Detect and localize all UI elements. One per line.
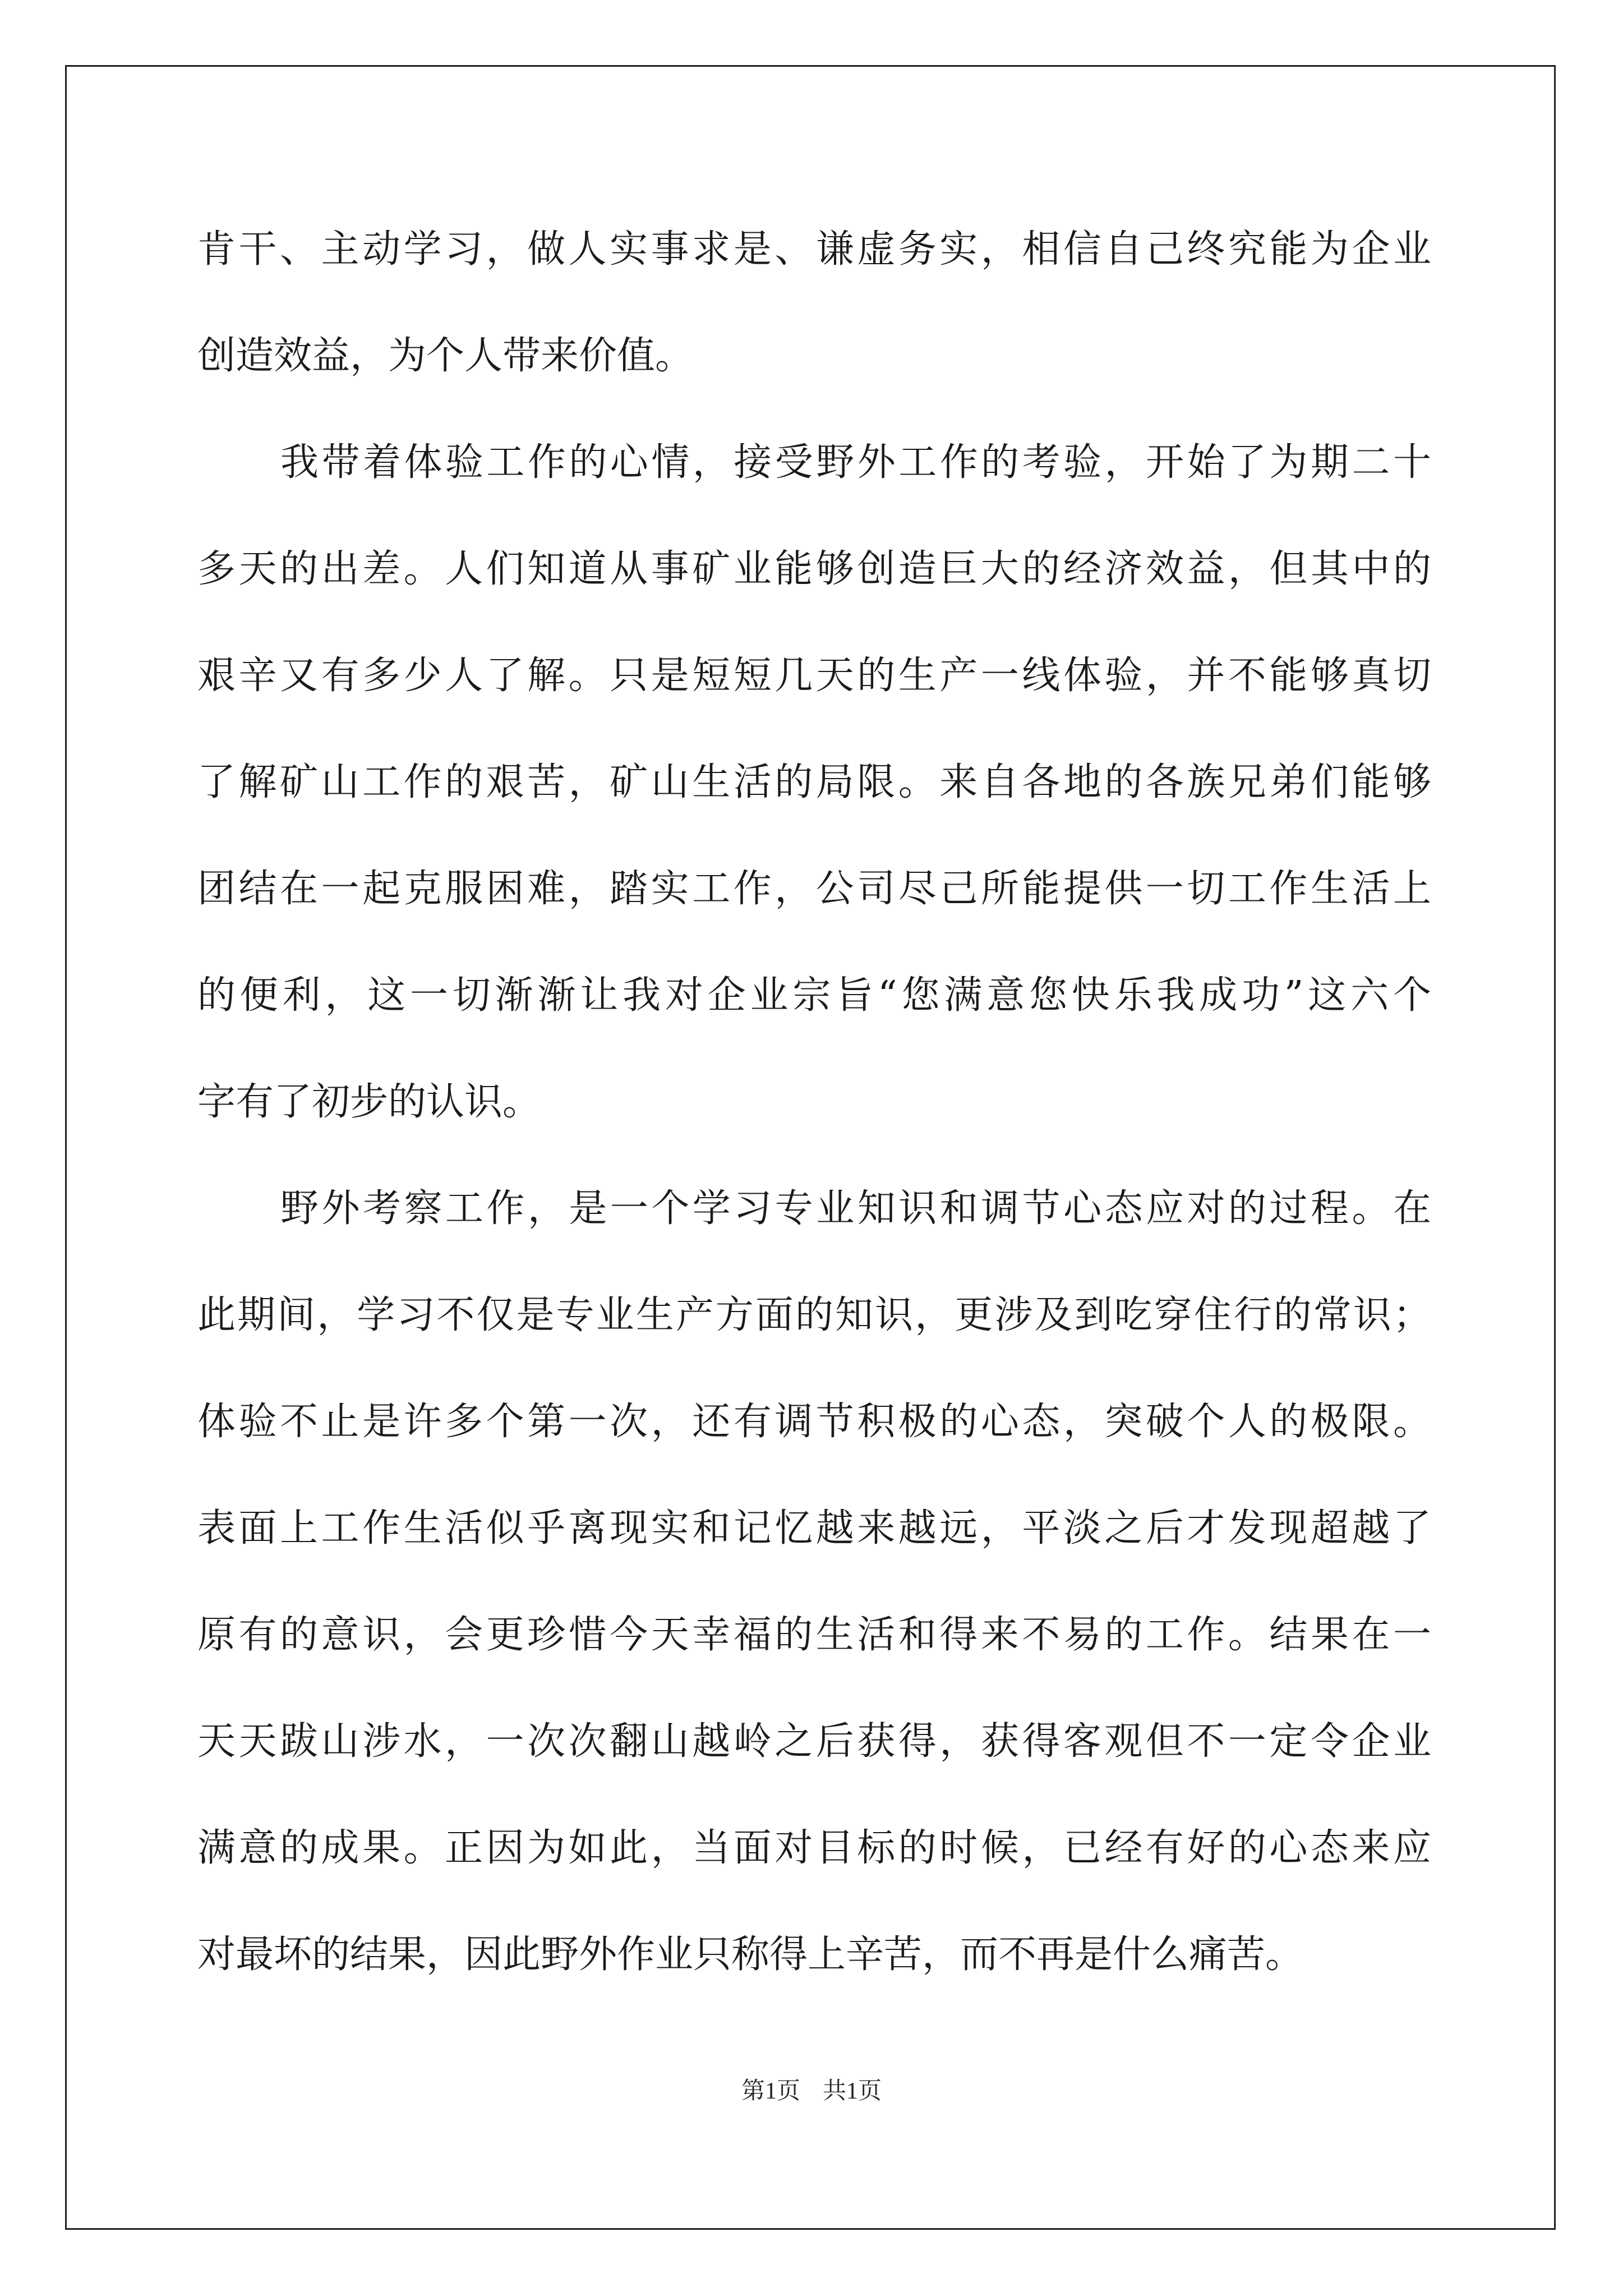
paragraph-line: 原有的意识，会更珍惜今天幸福的生活和得来不易的工作。结果在一 — [197, 1613, 1431, 1657]
paragraph-line: 的便利，这一切渐渐让我对企业宗旨“您满意您快乐我成功”这六个 — [197, 973, 1431, 1018]
page-number-current: 第1页 — [741, 2078, 800, 2104]
paragraph-line: 野外考察工作，是一个学习专业知识和调节心态应对的过程。在 — [280, 1186, 1431, 1231]
paragraph-line: 字有了初步的认识。 — [197, 1080, 541, 1124]
paragraph-line: 我带着体验工作的心情，接受野外工作的考验，开始了为期二十 — [280, 440, 1431, 485]
paragraph-line: 体验不止是许多个第一次，还有调节积极的心态，突破个人的极限。 — [197, 1400, 1431, 1444]
paragraph-line: 了解矿山工作的艰苦，矿山生活的局限。来自各地的各族兄弟们能够 — [197, 760, 1431, 804]
page-footer — [0, 2074, 1623, 2108]
paragraph-line: 表面上工作生活似乎离现实和记忆越来越远，平淡之后才发现超越了 — [197, 1506, 1431, 1550]
paragraph-line: 艰辛又有多少人了解。只是短短几天的生产一线体验，并不能够真切 — [197, 654, 1431, 698]
paragraph-line: 满意的成果。正因为如此，当面对目标的时候，已经有好的心态来应 — [197, 1826, 1431, 1870]
page-number-total: 共1页 — [823, 2078, 882, 2104]
paragraph-line: 天天跋山涉水，一次次翻山越岭之后获得，获得客观但不一定令企业 — [197, 1719, 1431, 1764]
paragraph-line: 肯干、主动学习，做人实事求是、谦虚务实，相信自己终究能为企业 — [197, 227, 1431, 272]
paragraph-line: 创造效益，为个人带来价值。 — [197, 334, 694, 378]
paragraph-line: 此期间，学习不仅是专业生产方面的知识，更涉及到吃穿住行的常识； — [197, 1293, 1431, 1337]
paragraph-line: 团结在一起克服困难，踏实工作，公司尽己所能提供一切工作生活上 — [197, 867, 1431, 911]
paragraph-line: 对最坏的结果，因此野外作业只称得上辛苦，而不再是什么痛苦。 — [197, 1932, 1304, 1977]
paragraph-line: 多天的出差。人们知道从事矿业能够创造巨大的经济效益，但其中的 — [197, 547, 1431, 591]
